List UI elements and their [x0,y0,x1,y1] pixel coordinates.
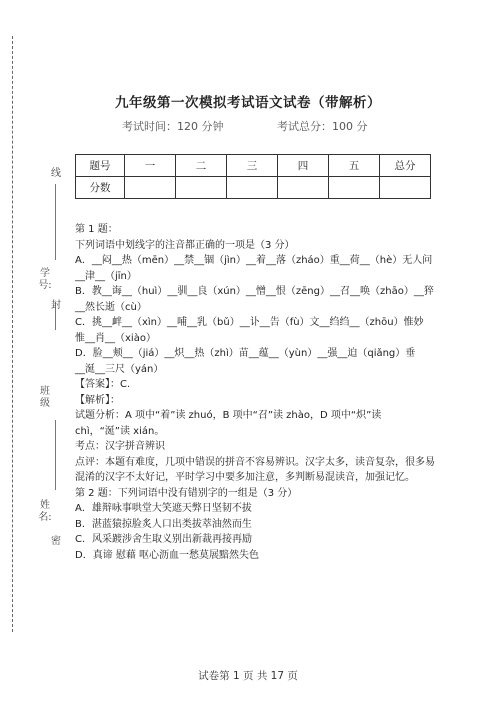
score-table-header-row [76,155,431,177]
q1-heading: 第 1 题： [75,224,118,235]
q1-dianping: 点评：本题有难度，几项中错误的拼音不容易辨识。汉字太多，读音复杂，很多易混淆的汉字不太好记，平时学习中要多加注意，多判断易混读音，加强记忆。 [75,456,435,483]
q2-option-a: A．雄辩咏事哄堂大笑遮天弊日坚韧不拔 [75,503,252,514]
header-cell: 题号 [76,155,125,177]
score-input-cell[interactable] [278,177,329,199]
header-cell: 总分 [380,155,431,177]
binding-label-mi: 密 [51,536,61,547]
exam-total-score: 考试总分：100 分 [277,120,368,133]
score-input-cell[interactable] [125,177,176,199]
q1-option-c: C．挑__衅__（xìn）__哺__乳（bǔ）__讣__告（fù）文__绉绉__（zhōu）惟妙 [75,317,424,328]
score-table [75,154,431,199]
q1-analysis-label: 【解析】： [75,394,120,406]
score-row-label: 分数 [76,177,125,199]
name-underline [55,420,56,490]
header-cell: 五 [329,155,380,177]
q2-option-b: B．湛蓝猿掠脸炙人口出类拔萃油然而生 [75,518,252,530]
binding-dashed-line [12,36,13,632]
exam-time: 考试时间：120 分钟 [122,120,224,133]
q1-option-b: B．教__诲__（huì）__驯__良（xún）__憎__恨（zēng）__召__唤（zhāo）__猝 [75,286,434,297]
score-input-cell[interactable] [329,177,380,199]
score-table-score-row [76,177,431,199]
score-input-cell[interactable] [227,177,278,199]
header-cell: 三 [227,155,278,177]
q1-answer: 【答案】：C. [75,379,131,390]
header-cell: 一 [125,155,176,177]
binding-label-xian: 线 [51,168,61,179]
question-body [75,222,435,563]
header-cell: 四 [278,155,329,177]
binding-label-name: 姓名: [38,500,52,523]
binding-label-feng: 封 [51,300,61,311]
q1-stem: 下列词语中划线字的注音都正确的一项是（3 分） [75,239,295,251]
q2-option-c: C．风采踱涉舍生取义别出新裁再接再励 [75,534,252,545]
q1-option-a: A．__闷__热（mēn）__禁__锢（jìn）__着__落（zháo）重__荷__（hè）无人问 [75,255,433,266]
student-id-underline [55,184,56,260]
binding-label-student-id: 学号: [38,268,52,291]
q2-option-d: D．真谛 慰藉 呕心沥血一愁莫展黯然失色 [75,549,260,561]
q1-kaodian: 考点：汉字拼音辨识 [75,441,165,452]
page-footer: 试卷第 1 页 共 17 页 [198,670,298,682]
q1-option-d-cont: __涎__三尺（yán） [75,363,164,375]
score-input-cell[interactable] [176,177,227,199]
score-input-cell[interactable] [380,177,431,199]
binding-label-class: 班级 [40,386,50,409]
q1-option-c-cont: 惟__肖__（xiào） [75,332,156,344]
q1-analysis-line2: chì，“涎”读 xián。 [75,425,165,437]
q1-option-b-cont: __然长逝（cù） [75,301,147,313]
q2-heading: 第 2 题：下列词语中没有错别字的一组是（3 分） [75,487,298,499]
q1-analysis-line1: 试题分析：A 项中“着”读 zhuó，B 项中“召”读 zhào，D 项中“炽”读 [75,410,382,421]
q1-option-d: D．脸__颊__（jiá）__炽__热（zhì）苗__蕴__（yùn）__强__迫（qiǎng）垂 [75,348,416,359]
q1-option-a-cont: __津__（jīn） [75,270,137,282]
header-cell: 二 [176,155,227,177]
exam-title: 九年级第一次模拟考试语文试卷（带解析） [115,95,381,111]
